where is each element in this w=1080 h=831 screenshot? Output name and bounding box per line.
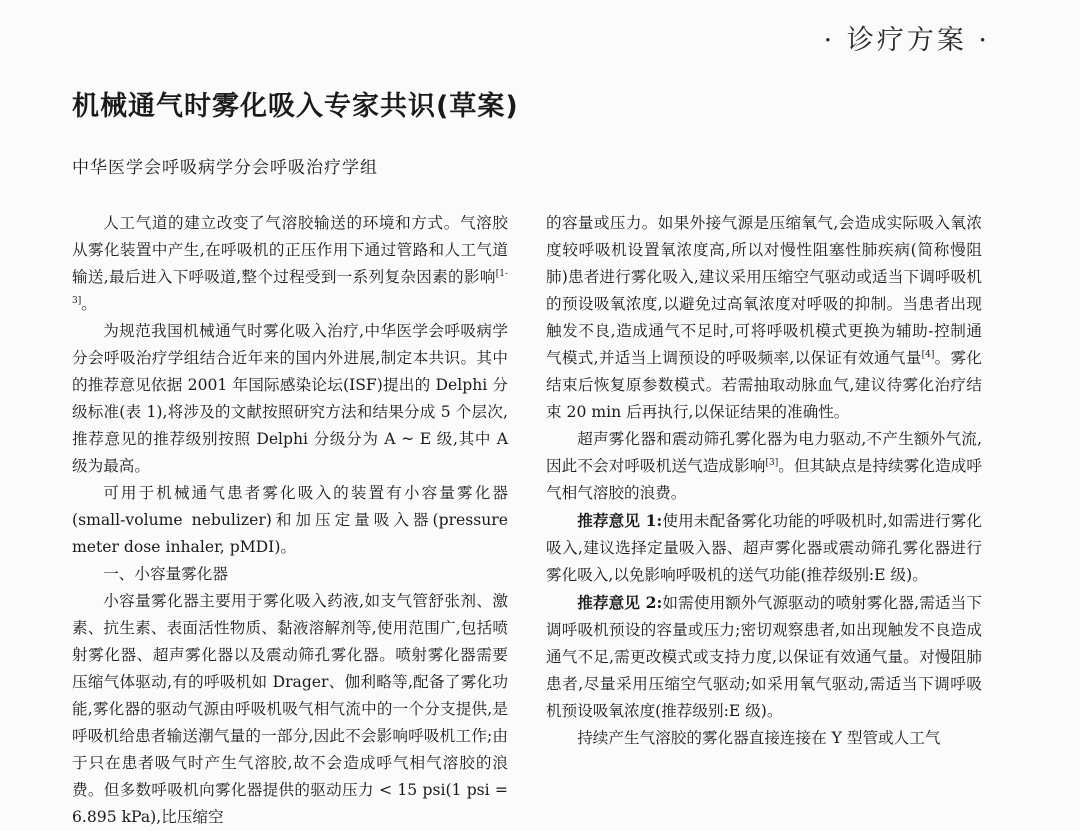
left-column xyxy=(72,210,508,831)
paragraph-ultrasonic xyxy=(546,426,982,507)
paragraph-text: 人工气道的建立改变了气溶胶输送的环境和方式。气溶胶从雾化装置中产生,在呼吸机的正压作用下通过管路和人工气道输送,最后进入下呼吸道,整个过程受到一系列复杂因素的影响 xyxy=(72,214,508,286)
paragraph-intro xyxy=(72,210,508,318)
recommendation-label: 推荐意见 1: xyxy=(577,511,663,530)
recommendation-2 xyxy=(546,589,982,725)
paragraph-continuous-nebulizer: 持续产生气溶胶的雾化器直接连接在 Y 型管或人工气 xyxy=(577,729,941,747)
paragraph-small-volume-nebulizer: 小容量雾化器主要用于雾化吸入药液,如支气管舒张剂、激素、抗生素、表面活性物质、黏液溶解剂等,使用范围广,包括喷射雾化器、超声雾化器以及震动筛孔雾化器。喷射雾化器需要压缩气体驱动,有的呼吸机如 Drager、伽利略等,配备了雾化功能,雾化器的驱动气源由呼吸机吸气相气流中的一个分支提供,是呼吸机给患者输送潮气量的一部分,因此不会影响呼吸机工作;由于只在患者吸气时产生气溶胶,故不会造成呼气相气溶胶的浪费。但多数呼吸机向雾化器提供的驱动压力 < 15 psi(1 psi = 6.895 kPa),比压缩空 xyxy=(72,592,508,826)
paragraph-text: 超声雾化器和震动筛孔雾化器为电力驱动,不产生额外气流,因此不会对呼吸机送气造成影响 xyxy=(546,430,982,475)
right-column xyxy=(546,210,982,752)
reference-citation: [4] xyxy=(921,350,935,360)
reference-citation: [3] xyxy=(765,458,779,468)
section-heading: 一、小容量雾化器 xyxy=(103,565,228,583)
paragraph-devices: 可用于机械通气患者雾化吸入的装置有小容量雾化器(small-volume nebulizer)和加压定量吸入器(pressure meter dose inhaler, pMDI)。 xyxy=(72,484,508,556)
article-authors: 中华医学会呼吸病学分会呼吸治疗学组 xyxy=(72,158,378,178)
article-title: 机械通气时雾化吸入专家共识(草案) xyxy=(72,91,519,122)
recommendation-text: 使用未配备雾化功能的呼吸机时,如需进行雾化吸入,建议选择定量吸入器、超声雾化器或震动筛孔雾化器进行雾化吸入,以免影响呼吸机的送气功能(推荐级别:E 级)。 xyxy=(546,512,982,584)
reference-citation: [1-3] xyxy=(72,269,508,306)
paragraph-continued xyxy=(546,210,982,426)
section-tag: · 诊疗方案 · xyxy=(823,25,990,56)
paragraph-text: 。但其缺点是持续雾化造成呼气相气溶胶的浪费。 xyxy=(546,457,982,502)
recommendation-1 xyxy=(546,507,982,589)
recommendation-text: 如需使用额外气源驱动的喷射雾化器,需适当下调呼吸机预设的容量或压力;密切观察患者,如出现触发不良造成通气不足,需更改模式或支持力度,以保证有效通气量。对慢阻肺患者,尽量采用压缩空气驱动;如采用氧气驱动,需适当下调呼吸机预设吸氧浓度(推荐级别:E 级)。 xyxy=(546,594,982,720)
recommendation-label: 推荐意见 2: xyxy=(577,593,663,612)
paragraph-purpose: 为规范我国机械通气时雾化吸入治疗,中华医学会呼吸病学分会呼吸治疗学组结合近年来的国内外进展,制定本共识。其中的推荐意见依据 2001 年国际感染论坛(ISF)提出的 Delphi 分级标准(表 1),将涉及的文献按照研究方法和结果分成 5 个层次,推荐意见的推荐级别按照 Delphi 分级分为 A ~ E 级,其中 A 级为最高。 xyxy=(72,322,508,475)
paragraph-text: 。雾化结束后恢复原参数模式。若需抽取动脉血气,建议待雾化治疗结束 20 min 后再执行,以保证结果的准确性。 xyxy=(546,349,982,421)
paragraph-text: 的容量或压力。如果外接气源是压缩氧气,会造成实际吸入氧浓度较呼吸机设置氧浓度高,所以对慢性阻塞性肺疾病(简称慢阻肺)患者进行雾化吸入,建议采用压缩空气驱动或适当下调呼吸机的预设吸氧浓度,以避免过高氧浓度对呼吸的抑制。当患者出现触发不良,造成通气不足时,可将呼吸机模式更换为辅助-控制通气模式,并适当上调预设的呼吸频率,以保证有效通气量 xyxy=(546,214,982,367)
paragraph-tail: 。 xyxy=(81,295,97,313)
